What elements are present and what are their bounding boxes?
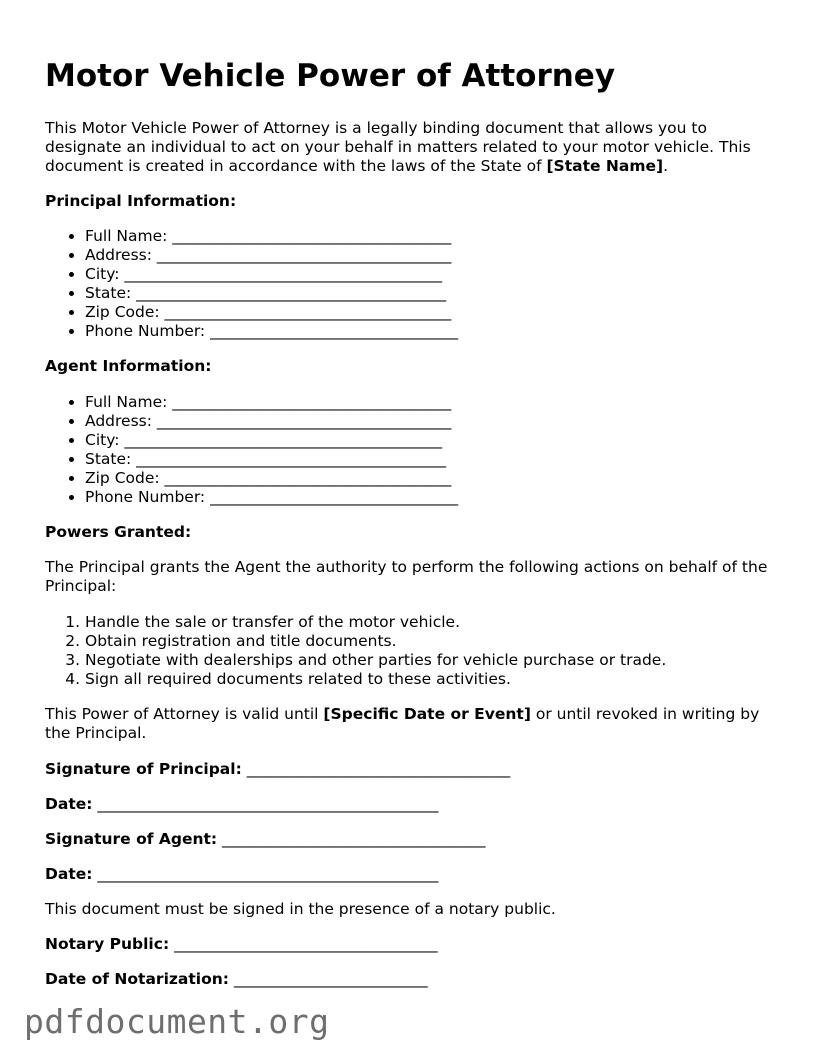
notary-public-line: [45, 935, 785, 954]
document-title: Motor Vehicle Power of Attorney: [45, 58, 616, 94]
power-item: 1. Handle the sale or transfer of the motor vehicle.: [85, 613, 666, 632]
intro-paragraph: [45, 119, 785, 176]
agent-phone-field: • Phone Number: ________________________________: [85, 488, 458, 507]
agent-address-field: • Address: ______________________________________: [85, 412, 458, 431]
powers-list: [45, 613, 666, 689]
date-blank: ____________________________________________: [92, 865, 439, 883]
agent-state-field: • State: ________________________________________: [85, 450, 458, 469]
agent-fields-list: [45, 393, 458, 507]
principal-address-field: • Address: ______________________________________: [85, 246, 458, 265]
principal-signature-line: [45, 760, 785, 779]
principal-city-field: • City: _________________________________________: [85, 265, 458, 284]
power-item: 2. Obtain registration and title documents.: [85, 632, 666, 651]
principal-signature-label: Signature of Principal:: [45, 760, 242, 778]
date-blank: ____________________________________________: [92, 795, 439, 813]
agent-heading: Agent Information:: [45, 357, 212, 375]
power-item: 4. Sign all required documents related to these activities.: [85, 670, 666, 689]
notarization-date-line: [45, 970, 785, 989]
date-line-agent: [45, 865, 785, 884]
date-label: Date:: [45, 795, 93, 813]
intro-state-placeholder: [State Name]: [546, 157, 664, 175]
agent-signature-blank: __________________________________: [217, 830, 486, 848]
power-item: 3. Negotiate with dealerships and other parties for vehicle purchase or trade.: [85, 651, 666, 670]
watermark-logo: pdfdocument.org: [24, 1002, 330, 1041]
powers-intro: The Principal grants the Agent the authority to perform the following actions on behalf of the Principal:: [45, 558, 768, 595]
agent-zip-field: • Zip Code: _____________________________________: [85, 469, 458, 488]
intro-text: This Motor Vehicle Power of Attorney is a legally binding document that allows you to designate an individual to act on your behalf in matters related to your motor vehicle. This document is created in accordance with the laws of the State of: [45, 119, 751, 175]
intro-end: .: [663, 157, 669, 175]
principal-fields-list: [45, 227, 458, 341]
principal-zip-field: • Zip Code: _____________________________________: [85, 303, 458, 322]
notary-public-label: Notary Public:: [45, 935, 170, 953]
date-label: Date:: [45, 865, 93, 883]
validity-text-end: or until revoked in writing by the Principal.: [45, 705, 760, 742]
principal-state-field: • State: ________________________________________: [85, 284, 458, 303]
date-line-principal: [45, 795, 785, 814]
principal-full-name-field: • Full Name: ____________________________________: [85, 227, 458, 246]
agent-full-name-field: • Full Name: ____________________________________: [85, 393, 458, 412]
notarization-date-blank: _________________________: [228, 970, 428, 988]
agent-signature-label: Signature of Agent:: [45, 830, 218, 848]
validity-date-placeholder: [Specific Date or Event]: [323, 705, 531, 723]
principal-phone-field: • Phone Number: ________________________________: [85, 322, 458, 341]
validity-paragraph: [45, 705, 785, 743]
agent-city-field: • City: _________________________________________: [85, 431, 458, 450]
notarization-date-label: Date of Notarization:: [45, 970, 229, 988]
validity-text: This Power of Attorney is valid until: [45, 705, 324, 723]
principal-heading: Principal Information:: [45, 192, 237, 210]
principal-signature-blank: __________________________________: [241, 760, 511, 778]
notary-note: This document must be signed in the presence of a notary public.: [45, 900, 556, 918]
notary-public-blank: __________________________________: [169, 935, 438, 953]
agent-signature-line: [45, 830, 785, 849]
powers-heading: Powers Granted:: [45, 523, 192, 541]
